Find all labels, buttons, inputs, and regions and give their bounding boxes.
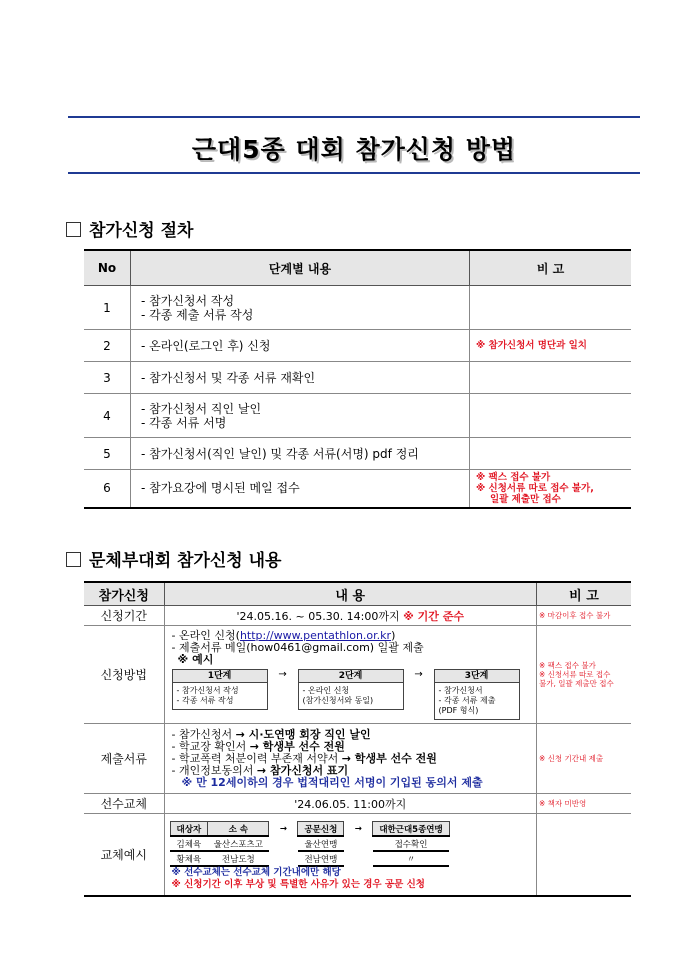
example-row [170, 836, 449, 851]
method-line-online [166, 630, 535, 642]
col-note: 비 고 [536, 582, 631, 606]
example-header-cell: 대한근대5종연맹 [373, 822, 449, 837]
step-box-line: - 참가신청서 [438, 685, 483, 695]
doc-name: - 개인정보동의서 [171, 763, 257, 777]
example-cell [269, 851, 298, 866]
arrow-right-icon: → [269, 822, 298, 837]
example-cell [344, 836, 373, 851]
title-bottom-rule [68, 172, 640, 174]
application-table [84, 581, 631, 897]
table-row [84, 394, 631, 438]
swap-text: '24.06.05. 11:00까지 [164, 794, 536, 814]
step-box [298, 669, 404, 710]
row-docs [84, 724, 631, 794]
step-number: 2 [84, 330, 131, 362]
table-row [84, 438, 631, 470]
method-content [164, 626, 536, 724]
step-box-title: 1단계 [173, 670, 267, 683]
step-content-line: - 온라인(로그인 후) 신청 [141, 338, 271, 353]
example-cell: 전남연맹 [298, 851, 344, 866]
step-content-line: - 참가신청서 직인 날인 [141, 401, 262, 416]
doc-item [166, 765, 535, 777]
step-note [470, 330, 632, 362]
step-box-body [173, 683, 267, 709]
section-procedure-heading [66, 216, 193, 241]
example-label: 교체예시 [84, 814, 164, 896]
step-content [131, 470, 470, 508]
step-box-line: - 참가신청서 작성 [176, 685, 239, 695]
example-header-cell: 소 속 [208, 822, 269, 837]
example-cell: 김체육 [170, 836, 208, 851]
swap-note: ※ 책자 미반영 [536, 794, 631, 814]
step-content [131, 394, 470, 438]
step-box [172, 669, 268, 710]
pentathlon-link[interactable]: http://www.pentathlon.or.kr [239, 628, 392, 642]
step-box-title: 3단계 [435, 670, 519, 683]
doc-action: → 참가신청서 표기 [256, 763, 349, 777]
step-content [131, 362, 470, 394]
online-prefix: - 온라인 신청( [171, 628, 240, 642]
step-content [131, 330, 470, 362]
example-cell: 전남도청 [208, 851, 269, 866]
example-header-row [170, 822, 449, 837]
step-content-line: - 참가신청서(직인 날인) 및 각종 서류(서명) pdf 정리 [141, 446, 419, 461]
section-procedure-title: 참가신청 절차 [89, 221, 194, 241]
step-box-line: - 온라인 신청 [302, 685, 350, 695]
step-note [470, 438, 632, 470]
example-cell [269, 836, 298, 851]
step-content [131, 438, 470, 470]
step-note-line: ※ 팩스 접수 불가 [476, 471, 551, 483]
table-header-row [84, 250, 631, 286]
step-number: 6 [84, 470, 131, 508]
step-note-line: ※ 신청서류 따로 접수 불가, [476, 482, 594, 494]
online-suffix: ) [391, 628, 396, 642]
example-cell: 울산연맹 [298, 836, 344, 851]
table-row [84, 286, 631, 330]
period-content [164, 606, 536, 626]
docs-list [166, 729, 535, 777]
example-header-cell: 공문신청 [298, 822, 344, 837]
step-box-body [299, 683, 403, 709]
step-box-body [435, 683, 519, 719]
docs-warning: ※ 만 12세이하의 경우 법적대리인 서명이 기입된 동의서 제출 [181, 775, 483, 789]
method-note [536, 626, 631, 724]
checkbox-square-icon [66, 552, 81, 567]
period-emphasis: ※ 기간 준수 [403, 609, 464, 623]
doc-action: → 학생부 선수 전원 [341, 751, 437, 765]
method-line-email: - 제출서류 메일(how0461@gmail.com) 일괄 제출 [171, 640, 424, 654]
example-warning-2: ※ 신청기간 이후 부상 및 특별한 사유가 있는 경우 공문 신청 [171, 879, 425, 891]
example-cell [344, 851, 373, 866]
col-category: 참가신청 [84, 582, 164, 606]
col-content: 내 용 [164, 582, 536, 606]
arrow-right-icon: → [278, 668, 287, 680]
docs-note: ※ 신청 기간내 제출 [536, 724, 631, 794]
step-note [470, 394, 632, 438]
col-note: 비 고 [470, 250, 632, 286]
example-note [536, 814, 631, 896]
docs-content [164, 724, 536, 794]
step-box-line: - 각종 서류 제출 [438, 695, 496, 705]
docs-label: 제출서류 [84, 724, 164, 794]
row-period [84, 606, 631, 626]
step-content [131, 286, 470, 330]
step-note [470, 470, 632, 508]
step-box [434, 669, 520, 720]
step-note [470, 362, 632, 394]
step-note [470, 286, 632, 330]
swap-example-table [170, 821, 450, 867]
doc-name: - 학교장 확인서 [171, 739, 250, 753]
example-cell: 〃 [373, 851, 449, 866]
method-note-line: 불가, 일괄 제출만 접수 [538, 679, 614, 688]
step-box-line: - 각종 서류 작성 [176, 695, 234, 705]
example-cell: 접수확인 [373, 836, 449, 851]
step-content-line: - 참가요강에 명시된 메일 접수 [141, 481, 300, 496]
example-warning-1: ※ 선수교체는 선수교체 기간내에만 해당 [171, 867, 341, 879]
col-content: 단계별 내용 [131, 250, 470, 286]
step-content-line: - 각종 제출 서류 작성 [141, 307, 254, 322]
step-note-line: 일괄 제출만 접수 [490, 493, 561, 505]
page-title: 근대5종 대회 참가신청 방법 [191, 135, 517, 164]
step-number: 5 [84, 438, 131, 470]
period-label: 신청기간 [84, 606, 164, 626]
doc-name: - 학교폭력 처분이력 부존재 서약서 [171, 751, 342, 765]
section-application-heading [66, 546, 281, 571]
row-example [84, 814, 631, 896]
checkbox-square-icon [66, 222, 81, 237]
method-label: 신청방법 [84, 626, 164, 724]
example-header-cell: 대상자 [170, 822, 208, 837]
method-note-line: ※ 팩스 접수 불가 [538, 661, 596, 670]
example-row [170, 851, 449, 866]
step-content-line: - 참가신청서 작성 [141, 293, 235, 308]
step-box-line: (PDF 형식) [438, 705, 479, 715]
step-box-line: (참가신청서와 동일) [302, 695, 374, 705]
col-no: No [84, 250, 131, 286]
method-example: ※ 예시 [177, 652, 214, 666]
step-flow [166, 669, 535, 720]
step-note-line: ※ 참가신청서 명단과 일치 [476, 340, 587, 351]
step-box-title: 2단계 [299, 670, 403, 683]
step-content-line: - 각종 서류 서명 [141, 415, 227, 430]
table-row [84, 470, 631, 508]
section-application-title: 문체부대회 참가신청 내용 [89, 551, 282, 571]
example-cell: 황체육 [170, 851, 208, 866]
step-number: 1 [84, 286, 131, 330]
row-method [84, 626, 631, 724]
doc-action: → 학생부 선수 전원 [249, 739, 345, 753]
table-row [84, 362, 631, 394]
title-top-rule [68, 116, 640, 118]
method-note-line: ※ 신청서류 따로 접수 [538, 670, 611, 679]
doc-action: → 시·도연맹 회장 직인 날인 [235, 727, 371, 741]
swap-label: 선수교체 [84, 794, 164, 814]
table-row [84, 330, 631, 362]
period-note: ※ 마감이후 접수 불가 [536, 606, 631, 626]
step-content-line: - 참가신청서 및 각종 서류 재확인 [141, 370, 316, 385]
period-text: '24.05.16. ~ 05.30. 14:00까지 [236, 609, 400, 623]
example-content [164, 814, 536, 896]
row-swap [84, 794, 631, 814]
procedure-table [84, 249, 631, 509]
step-number: 3 [84, 362, 131, 394]
example-cell: 울산스포츠고 [208, 836, 269, 851]
doc-name: - 참가신청서 [171, 727, 236, 741]
table-header-row [84, 582, 631, 606]
arrow-right-icon: → [344, 822, 373, 837]
step-number: 4 [84, 394, 131, 438]
arrow-right-icon: → [414, 668, 423, 680]
